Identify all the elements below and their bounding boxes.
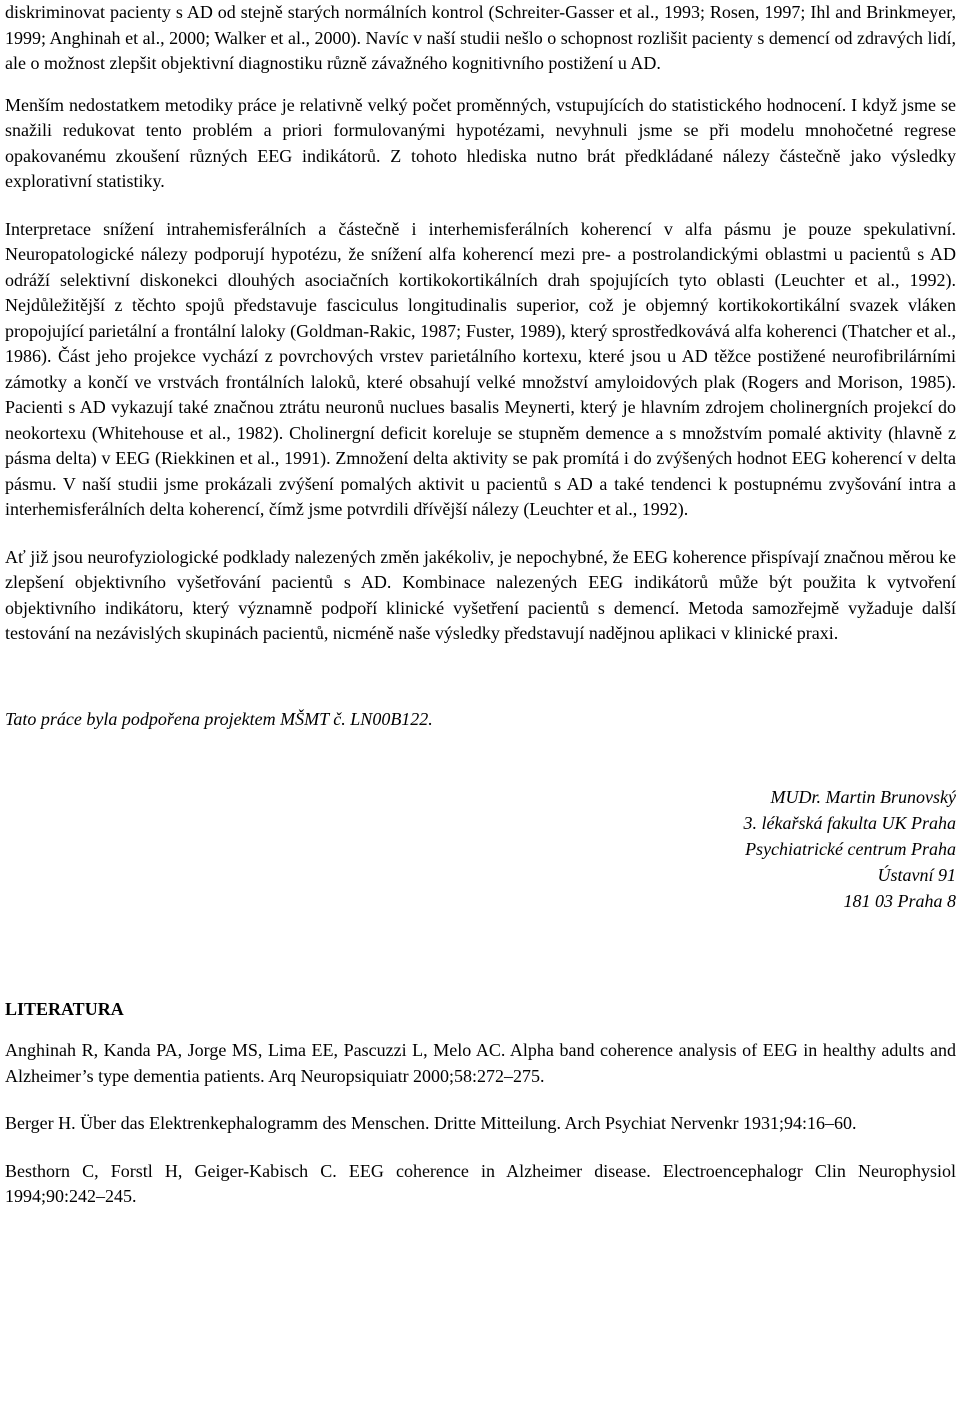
author-faculty: 3. lékařská fakulta UK Praha [743,813,956,833]
author-name: MUDr. Martin Brunovský [770,787,956,807]
paragraph-conclusion: Ať již jsou neurofyziologické podklady nalezených změn jakékoliv, je nepochybné, že EEG koherence přispívají značnou měrou ke zlepšení objektivního vyšetřování pacientů s AD. Kombinace nalezených EEG indikátorů může být použita k vytvoření objektivního indikátoru, který významně podpoří klinické vyšetření pacientů s demencí. Metoda samozřejmě vyžaduje další testování na nezávislých skupinách pacientů, nicméně naše výsledky představují nadějnou aplikaci v klinické praxi. [5,546,956,643]
reference-berger: Berger H. Über das Elektrenkephalogramm des Menschen. Dritte Mitteilung. Arch Psychiat Nervenkr 1931;94:16–60. [5,1113,857,1133]
reference-anghinah: Anghinah R, Kanda PA, Jorge MS, Lima EE, Pascuzzi L, Melo AC. Alpha band coherence analysis of EEG in healthy adults and Alzheimer’s type dementia patients. Arq Neuropsiquiatr 2000;58:272–275. [5,1040,956,1086]
author-address-block [5,784,956,914]
references-heading: LITERATURA [5,999,124,1019]
reference-besthorn: Besthorn C, Forstl H, Geiger-Kabisch C. EEG coherence in Alzheimer disease. Electroencephalogr Clin Neurophysiol 1994;90:242–245. [5,1160,956,1206]
document-page [5,0,956,1210]
paragraph-discussion-2: Menším nedostatkem metodiky práce je relativně velký počet proměnných, vstupujících do statistického hodnocení. I když jsme se snažili redukovat tento problém a priori formulovanými hypotézami, nevyhnuli jsme se při modelu mnohočetné regrese opakovanému zkoušení různých EEG indikátorů. Z tohoto hlediska nutno brát předkládané nálezy částečně jako výsledky explorativní statistiky. [5,94,956,191]
paragraph-discussion-1: diskriminovat pacienty s AD od stejně starých normálních kontrol (Schreiter-Gasser et al., 1993; Rosen, 1997; Ihl and Brinkmeyer, 1999; Anghinah et al., 2000; Walker et al., 2000). Navíc v naší studii nešlo o schopnost rozlišit pacienty s demencí od zdravých lidí, ale o možnost zlepšit objektivní diagnostiku různě závažného kognitivního postižení u AD. [5,2,956,73]
author-street: Ústavní 91 [877,865,956,885]
acknowledgement: Tato práce byla podpořena projektem MŠMT č. LN00B122. [5,708,433,729]
paragraph-discussion-3: Interpretace snížení intrahemisferálních a částečně i interhemisferálních koherencí v alfa pásmu je pouze spekulativní. Neuropatologické nálezy podporují hypotézu, že snížení alfa koherencí mezi pre- a postrolandickými oblastmi u pacientů s AD odráží selektivní diskonekci dlouhých asociačních kortikokortikálních drah spojujících tyto oblasti (Leuchter et al., 1992). Nejdůležitější z těchto spojů představuje fasciculus longitudinalis superior, což je objemný kortikokortikální svazek vláken propojující parietální a frontální laloky (Goldman-Rakic, 1987; Fuster, 1989), který sprostředkovává alfa koherenci (Thatcher et al., 1986). Část jeho projekce vychází z povrchových vrstev parietálního kortexu, které jsou u AD těžce postižené neurofibrilárními zámotky a končí ve vrstvách frontálních laloků, které obsahují velké množství amyloidových plak (Rogers and Morison, 1985). Pacienti s AD vykazují také značnou ztrátu neuronů nuclues basalis Meynerti, který je hlavním zdrojem cholinergních projekcí do neokortexu (Whitehouse et al., 1982). Cholinergní deficit koreluje se stupněm demence a s množstvím pomalé aktivity (hlavně z pásma delta) v EEG (Riekkinen et al., 1991). Zmnožení delta aktivity se pak promítá i do zvýšených hodnot EEG koherencí v delta pásmu. V naší studii jsme prokázali zvýšení pomalých aktivit u pacientů s AD a také tendenci k postupnému zvyšování intra a interhemisferálních delta koherencí, čímž jsme potvrdili dřívější nálezy (Leuchter et al., 1992). [5,218,956,519]
author-city: 181 03 Praha 8 [843,891,956,911]
author-institution: Psychiatrické centrum Praha [745,839,956,859]
